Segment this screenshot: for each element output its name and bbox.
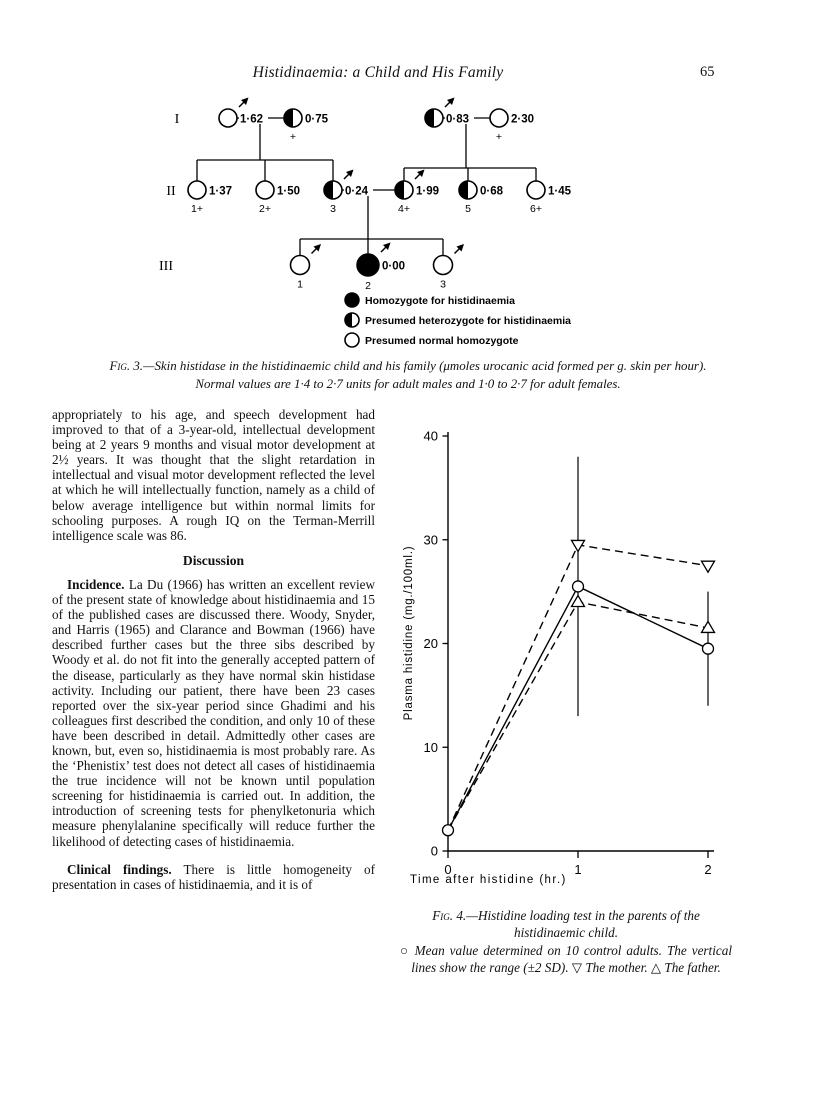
discussion-heading: Discussion xyxy=(182,552,245,568)
incidence-lead: Incidence. xyxy=(67,576,125,592)
svg-text:Presumed heterozygote for hist: Presumed heterozygote for histidinaemia xyxy=(365,315,571,327)
svg-text:III: III xyxy=(159,259,173,274)
fig4-caption-line2: ○ Mean value determined on 10 control adults. The vertical lines show the range (±2 SD). ▽ The mother. △ The father. xyxy=(400,943,732,975)
fig3-text: —Skin histidase in the histidinaemic child and his family (μmoles urocanic acid formed per g. skin per hour). xyxy=(143,359,707,373)
generation-labels xyxy=(159,112,180,274)
page-number: 65 xyxy=(700,64,715,80)
paragraph-development: appropriately to his age, and speech development had improved to that of a 3-year-old, intellectual development being at 2 years 9 months and visual motor development at 2½ years. It was thought that the slight retardation in intellectual and visual motor development reflected the level at which he will intellectually function, namely as a child of below average intelligence but within normal limits for schooling purposes. A rough IQ on the Terman-Merrill intelligence scale was 86. xyxy=(52,407,375,543)
svg-text:1+: 1+ xyxy=(191,203,203,215)
fig4-text: —Histidine loading test in the parents of the histidinaemic child. xyxy=(466,908,700,940)
fig3-label: Fig. 3. xyxy=(109,359,144,373)
clinical-text: There is little homogeneity of presentation in cases of histidinaemia, and it is of xyxy=(52,861,375,892)
svg-text:Plasma histidine (mg./100ml.): Plasma histidine (mg./100ml.) xyxy=(403,545,415,721)
svg-text:Homozygote for histidinaemia: Homozygote for histidinaemia xyxy=(365,295,515,307)
svg-text:0·00: 0·00 xyxy=(382,260,406,273)
svg-text:II: II xyxy=(166,184,176,199)
svg-text:2+: 2+ xyxy=(259,203,271,215)
paragraph-clinical xyxy=(52,862,375,892)
fig3-caption-line1 xyxy=(96,357,720,375)
incidence-text: La Du (1966) has written an excellent review of the present state of knowledge about histidinaemia and 15 of the published cases are discussed there. Woody, Snyder, and Harris (1965) and Clarance and Bowman (1966) have described further cases but the three sibs described by Woody et al. do not fit into the generally accepted pattern of the disease, particularly as they have normal skin histidase activity. Including our patient, there have been 23 cases reported over the six-year period since Ghadimi and his colleagues first described the condition, and only 10 of these have been described in detail. Admittedly other cases are known, but, even so, histidinaemia is most probably rare. As the ‘Phenistix’ test does not detect all cases of histidinaemia the true incidence will not be known until population screening for histidinaemia is carried out. In addition, the introduction of screening tests for phenylketonuria which measure phenylalanine specifically will reduce further the likelihood of detecting cases of histidinaemia. xyxy=(52,576,375,849)
svg-text:1: 1 xyxy=(297,278,303,291)
svg-text:I: I xyxy=(174,112,180,127)
running-head xyxy=(0,64,816,86)
fig3-caption-line2: Normal values are 1·4 to 2·7 units for adult males and 1·0 to 2·7 for adult females. xyxy=(195,377,621,392)
fig4-chart xyxy=(398,418,778,904)
fig4-caption-line1 xyxy=(400,908,732,941)
running-title: Histidinaemia: a Child and His Family xyxy=(252,64,504,81)
svg-text:Time after histidine (hr.): Time after histidine (hr.) xyxy=(410,874,567,886)
chart-axis-labels xyxy=(403,546,567,886)
svg-text:2: 2 xyxy=(365,280,371,292)
svg-text:0·75: 0·75 xyxy=(305,113,329,126)
svg-text:2: 2 xyxy=(704,862,712,877)
svg-text:5: 5 xyxy=(465,203,471,215)
svg-text:3: 3 xyxy=(440,278,446,291)
chart-error-bars xyxy=(578,457,708,716)
svg-text:0: 0 xyxy=(430,843,438,859)
svg-text:1·45: 1·45 xyxy=(548,185,572,198)
svg-text:20: 20 xyxy=(423,636,438,651)
pedigree-figure xyxy=(0,92,816,354)
svg-text:1: 1 xyxy=(574,862,582,877)
svg-text:0: 0 xyxy=(444,862,452,877)
pedigree-values xyxy=(191,111,576,292)
svg-text:Presumed normal homozygote: Presumed normal homozygote xyxy=(365,335,519,347)
left-column xyxy=(52,407,375,892)
svg-text:1·37: 1·37 xyxy=(209,185,233,198)
svg-text:2·30: 2·30 xyxy=(511,113,535,126)
pedigree-legend xyxy=(345,293,571,347)
svg-text:+: + xyxy=(495,131,503,143)
svg-text:0·68: 0·68 xyxy=(480,185,504,198)
chart-ticks xyxy=(424,429,712,878)
fig4-caption xyxy=(400,908,732,976)
svg-text:1·99: 1·99 xyxy=(416,185,440,198)
svg-text:4+: 4+ xyxy=(398,203,410,215)
svg-text:0·24: 0·24 xyxy=(345,185,369,198)
chart-axes xyxy=(447,432,714,852)
svg-text:30: 30 xyxy=(423,532,438,548)
svg-text:6+: 6+ xyxy=(530,203,542,215)
svg-text:+: + xyxy=(289,131,297,143)
svg-text:1·50: 1·50 xyxy=(277,185,301,198)
clinical-lead: Clinical findings. xyxy=(67,861,172,877)
svg-text:0·83: 0·83 xyxy=(446,113,470,126)
paragraph-incidence xyxy=(52,577,375,849)
svg-text:40: 40 xyxy=(423,428,438,444)
svg-text:1·62: 1·62 xyxy=(240,113,264,126)
fig4-label: Fig. 4. xyxy=(432,908,467,923)
svg-text:3: 3 xyxy=(330,203,336,215)
svg-text:10: 10 xyxy=(423,739,438,755)
fig3-caption xyxy=(96,357,720,393)
